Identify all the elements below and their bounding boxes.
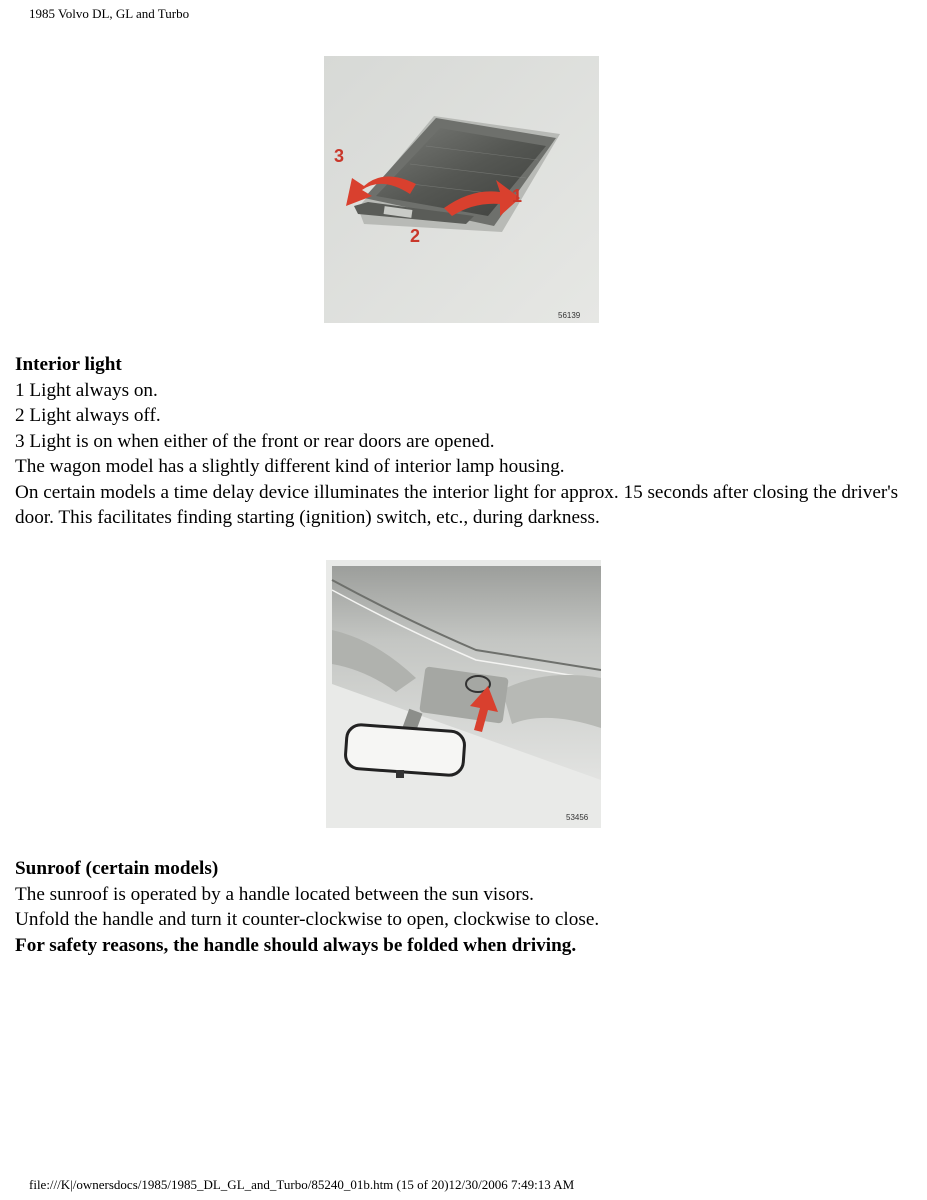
text-line: The wagon model has a slightly different kind of interior lamp housing.	[15, 456, 565, 477]
figure-code: 53456	[566, 813, 589, 822]
interior-light-figure	[324, 56, 599, 323]
text-line: 2 Light always off.	[15, 405, 161, 426]
text-line: Unfold the handle and turn it counter-clockwise to open, clockwise to close.	[15, 909, 600, 930]
text-line: 1 Light always on.	[15, 379, 158, 401]
section-heading: Sunroof (certain models)	[15, 858, 219, 879]
document-header: 1985 Volvo DL, GL and Turbo	[29, 6, 190, 21]
callout-2: 2	[410, 226, 421, 246]
callout-1: 1	[512, 186, 523, 206]
sunroof-handle-figure	[326, 560, 601, 828]
callout-3: 3	[334, 146, 345, 166]
figure-code: 56139	[558, 311, 581, 320]
safety-warning: For safety reasons, the handle should always be folded when driving.	[15, 934, 577, 956]
sunroof-section	[15, 856, 915, 958]
text-line: 3 Light is on when either of the front or rear doors are opened.	[15, 430, 495, 452]
text-line: The sunroof is operated by a handle located between the sun visors.	[15, 883, 534, 905]
document-footer: file:///K|/ownersdocs/1985/1985_DL_GL_and_Turbo/85240_01b.htm (15 of 20)12/30/2006 7:49:13 AM	[29, 1177, 575, 1192]
text-paragraph: On certain models a time delay device illuminates the interior light for approx. 15 seconds after closing the driver's door. This facilitates finding starting (ignition) switch, etc., during darkness.	[15, 481, 899, 528]
section-heading: Interior light	[15, 354, 122, 375]
interior-light-section	[15, 352, 915, 531]
